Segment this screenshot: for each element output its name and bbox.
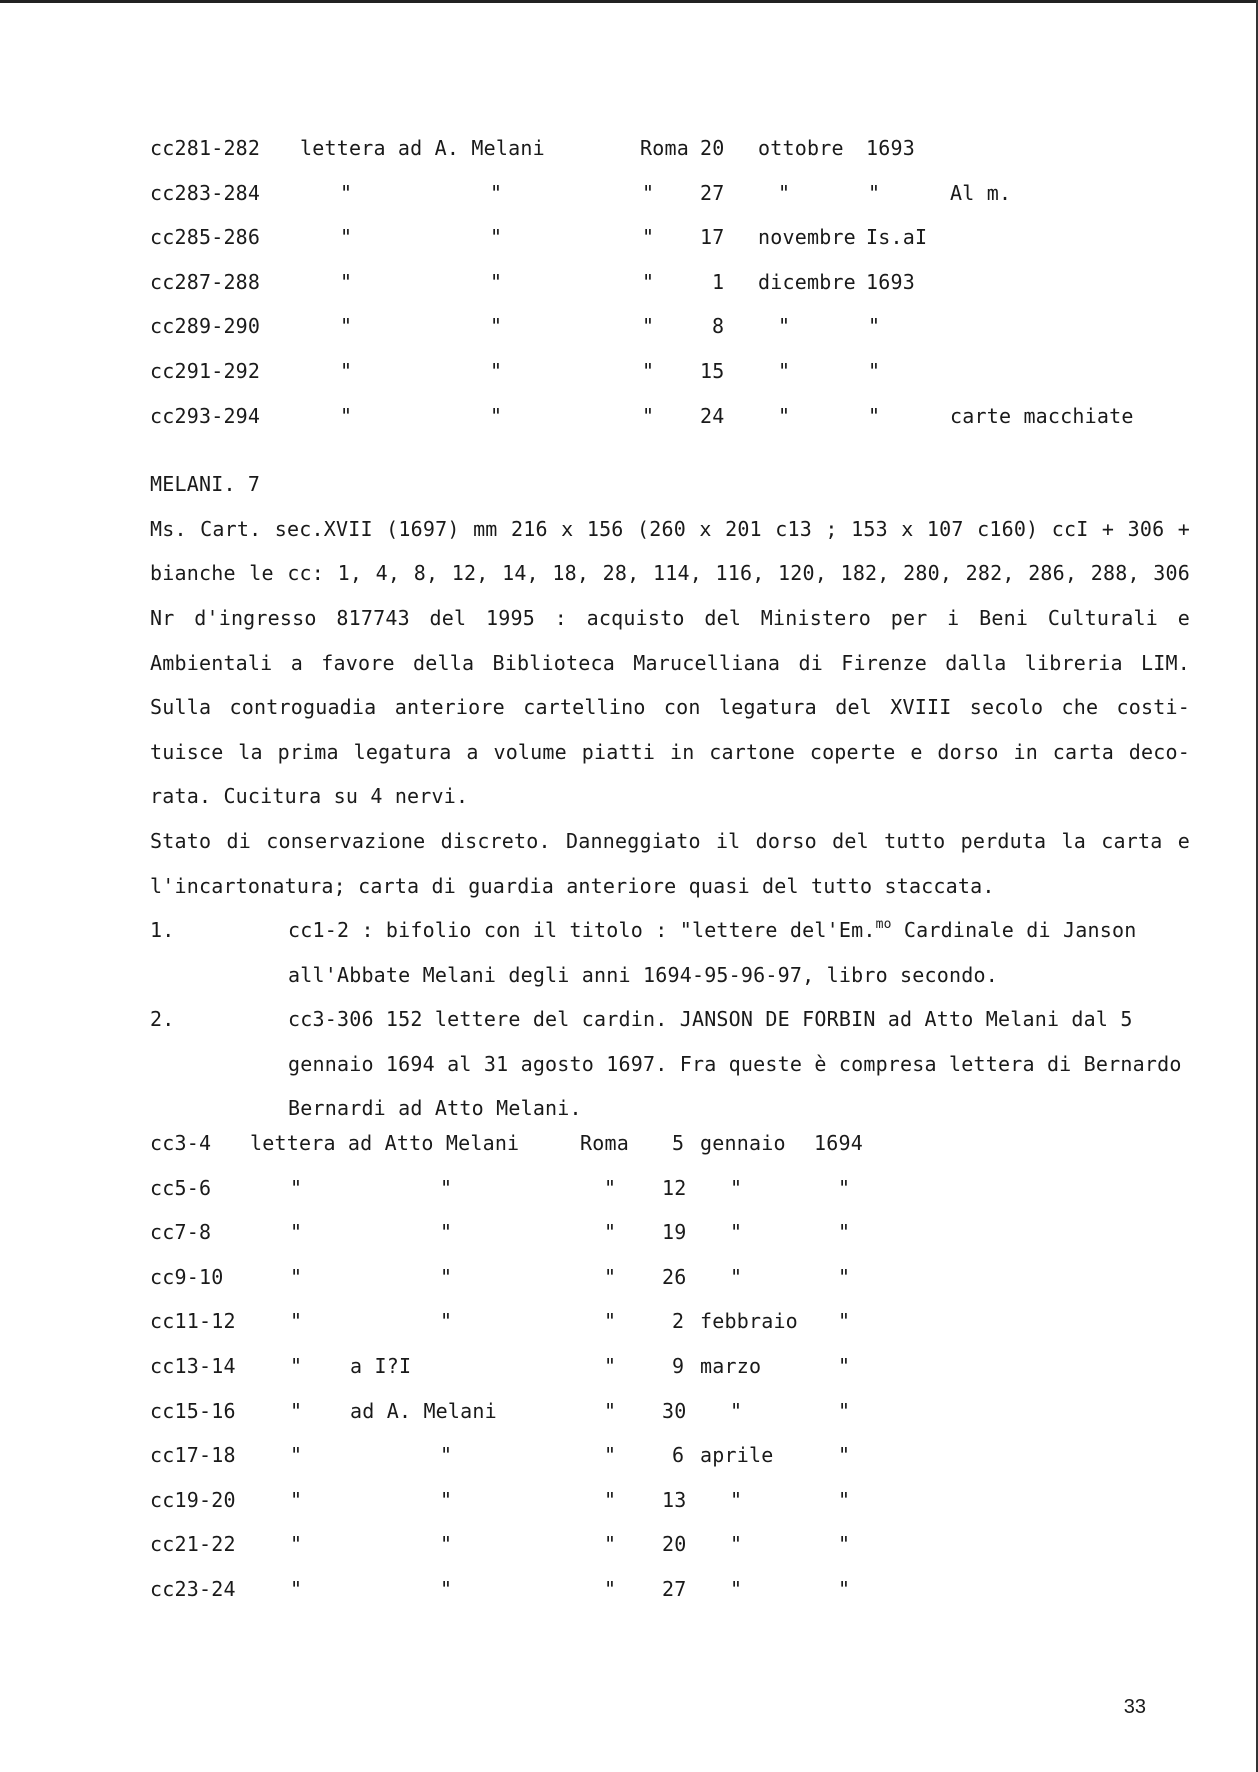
cell-month: gennaio bbox=[700, 1131, 786, 1156]
table-row bbox=[150, 1399, 1190, 1444]
cell-desc2: " bbox=[490, 225, 503, 250]
cell-month: " bbox=[778, 180, 791, 205]
cell-year: Is.aI bbox=[866, 225, 928, 250]
page-number: 33 bbox=[1123, 1696, 1146, 1718]
table-row bbox=[150, 1577, 1190, 1622]
cell-year: " bbox=[868, 180, 881, 205]
cell-day: 27 bbox=[700, 180, 725, 205]
cell-cc: cc5-6 bbox=[150, 1175, 212, 1200]
cell-month: aprile bbox=[700, 1443, 774, 1468]
cell-year: " bbox=[838, 1532, 851, 1557]
cell-b: " bbox=[440, 1577, 453, 1601]
cell-year: 1693 bbox=[866, 269, 915, 294]
table-row bbox=[150, 404, 1190, 449]
table-row bbox=[150, 1220, 1190, 1265]
cell-note: carte macchiate bbox=[950, 403, 1134, 428]
cell-month: novembre bbox=[758, 225, 856, 250]
cell-day: 20 bbox=[700, 136, 725, 160]
cell-day: 19 bbox=[662, 1220, 687, 1245]
cell-day: 8 bbox=[712, 314, 725, 339]
cell-month: " bbox=[778, 314, 791, 339]
cell-cc: cc287-288 bbox=[150, 269, 261, 294]
cell-a: " bbox=[290, 1532, 303, 1557]
cell-b: " bbox=[440, 1443, 453, 1468]
table-row bbox=[150, 1176, 1190, 1221]
cell-cc: cc293-294 bbox=[150, 403, 261, 428]
section-heading: MELANI. 7 bbox=[150, 472, 261, 497]
cell-desc: " bbox=[340, 314, 353, 339]
cell-day: 24 bbox=[700, 403, 725, 428]
table-row bbox=[150, 270, 1190, 315]
cell-a: " bbox=[290, 1264, 303, 1289]
cell-place: " bbox=[642, 403, 655, 428]
cell-desc2: " bbox=[490, 403, 503, 428]
scan-border-top bbox=[0, 0, 1258, 3]
cell-desc2: " bbox=[490, 269, 503, 294]
table-row bbox=[150, 181, 1190, 226]
cell-a: " bbox=[290, 1175, 303, 1200]
manuscript-description: Ms. Cart. sec.XVII (1697) mm 216 x 156 (260 x 201 c13 ; 153 x 107 c160) ccI + 306 + bianche le cc: 1, 4, 8, 12, 14, 18, 28, 114, 116, 120, 182, 280, 282, 286, 288, 306 Nr d'ingresso 817743 del 1995 : acquisto del Ministero per i Beni Culturali e Ambientali a favore della Biblioteca Marucelliana di Firenze dalla libreria LIM. Sulla controguadia anteriore cartellino con legatura del XVIII secolo che costi-tuisce la prima legatura a volume piatti in cartone coperte e dorso in carta deco-rata. Cucitura su 4 nervi. bbox=[150, 516, 1190, 809]
letters-table-1693 bbox=[150, 136, 1190, 448]
cell-day: 26 bbox=[662, 1264, 687, 1289]
cell-desc2: " bbox=[490, 314, 503, 339]
cell-desc: " bbox=[340, 269, 353, 294]
cell-place: " bbox=[642, 180, 655, 205]
cell-b: " bbox=[440, 1532, 453, 1557]
table-row bbox=[150, 1131, 1190, 1176]
cell-a: " bbox=[290, 1577, 303, 1601]
content-item-2 bbox=[150, 997, 1190, 1131]
cell-place: " bbox=[604, 1487, 617, 1512]
cell-note: Al m. bbox=[950, 180, 1012, 205]
cell-a: lettera ad Atto Melani bbox=[250, 1131, 520, 1156]
cell-a: " bbox=[290, 1398, 303, 1423]
cell-year: " bbox=[838, 1354, 851, 1379]
table-row bbox=[150, 225, 1190, 270]
cell-place: Roma bbox=[640, 136, 689, 160]
cell-cc: cc17-18 bbox=[150, 1443, 236, 1468]
cell-desc2: " bbox=[490, 180, 503, 205]
cell-desc: lettera ad A. Melani bbox=[300, 136, 545, 160]
cell-place: " bbox=[642, 314, 655, 339]
content-item-1 bbox=[150, 908, 1190, 997]
cell-cc: cc9-10 bbox=[150, 1264, 224, 1289]
cell-place: " bbox=[642, 358, 655, 383]
cell-year: " bbox=[838, 1175, 851, 1200]
cell-place: " bbox=[604, 1577, 617, 1601]
item-number: 2. bbox=[150, 1007, 175, 1032]
letters-table-1694 bbox=[150, 1131, 1190, 1622]
cell-b: a I?I bbox=[350, 1354, 412, 1379]
cell-cc: cc23-24 bbox=[150, 1577, 236, 1601]
table-row bbox=[150, 1309, 1190, 1354]
cell-cc: cc289-290 bbox=[150, 314, 261, 339]
cell-month: febbraio bbox=[700, 1309, 798, 1334]
cell-place: " bbox=[604, 1309, 617, 1334]
cell-day: 12 bbox=[662, 1175, 687, 1200]
cell-month: " bbox=[730, 1532, 743, 1557]
cell-place: " bbox=[604, 1220, 617, 1245]
cell-day: 15 bbox=[700, 358, 725, 383]
table-row bbox=[150, 1488, 1190, 1533]
cell-cc: cc291-292 bbox=[150, 358, 261, 383]
cell-cc: cc283-284 bbox=[150, 180, 261, 205]
cell-place: " bbox=[604, 1398, 617, 1423]
cell-month: ottobre bbox=[758, 136, 844, 160]
cell-year: 1694 bbox=[814, 1131, 863, 1156]
cell-cc: cc15-16 bbox=[150, 1398, 236, 1423]
cell-day: 30 bbox=[662, 1398, 687, 1423]
table-row bbox=[150, 314, 1190, 359]
cell-cc: cc281-282 bbox=[150, 136, 261, 160]
cell-cc: cc11-12 bbox=[150, 1309, 236, 1334]
table-row bbox=[150, 359, 1190, 404]
cell-year: " bbox=[838, 1220, 851, 1245]
cell-year: 1693 bbox=[866, 136, 915, 160]
cell-desc: " bbox=[340, 358, 353, 383]
cell-month: dicembre bbox=[758, 269, 856, 294]
cell-a: " bbox=[290, 1309, 303, 1334]
item-text: cc3-306 152 lettere del cardin. JANSON DE FORBIN ad Atto Melani dal 5 gennaio 1694 al 31 agosto 1697. Fra queste è compresa lettera di Bernardo Bernardi ad Atto Melani. bbox=[288, 1007, 1182, 1121]
cell-cc: cc285-286 bbox=[150, 225, 261, 250]
cell-place: Roma bbox=[580, 1131, 629, 1156]
cell-desc2: " bbox=[490, 358, 503, 383]
cell-day: 5 bbox=[672, 1131, 685, 1156]
cell-month: " bbox=[730, 1398, 743, 1423]
cell-year: " bbox=[838, 1577, 851, 1601]
cell-cc: cc19-20 bbox=[150, 1487, 236, 1512]
cell-b: " bbox=[440, 1487, 453, 1512]
cell-year: " bbox=[838, 1309, 851, 1334]
cell-place: " bbox=[642, 269, 655, 294]
cell-day: 6 bbox=[672, 1443, 685, 1468]
cell-desc: " bbox=[340, 403, 353, 428]
cell-place: " bbox=[604, 1354, 617, 1379]
table-row bbox=[150, 1532, 1190, 1577]
table-row bbox=[150, 1354, 1190, 1399]
cell-place: " bbox=[604, 1175, 617, 1200]
cell-place: " bbox=[604, 1264, 617, 1289]
cell-b: ad A. Melani bbox=[350, 1398, 497, 1423]
item-text: cc1-2 : bifolio con il titolo : "lettere del'Em.$^{mo}$ Cardinale di Janson all'Abbate Melani degli anni 1694-95-96-97, libro secondo. bbox=[288, 917, 1137, 987]
cell-cc: cc21-22 bbox=[150, 1532, 236, 1557]
cell-month: " bbox=[778, 403, 791, 428]
cell-month: marzo bbox=[700, 1354, 762, 1379]
cell-b: " bbox=[440, 1309, 453, 1334]
cell-month: " bbox=[778, 358, 791, 383]
cell-cc: cc7-8 bbox=[150, 1220, 212, 1245]
cell-month: " bbox=[730, 1577, 743, 1601]
cell-a: " bbox=[290, 1220, 303, 1245]
cell-desc: " bbox=[340, 180, 353, 205]
cell-b: " bbox=[440, 1264, 453, 1289]
table-row bbox=[150, 1265, 1190, 1310]
cell-cc: cc3-4 bbox=[150, 1131, 212, 1156]
cell-year: " bbox=[868, 358, 881, 383]
cell-year: " bbox=[838, 1487, 851, 1512]
cell-year: " bbox=[838, 1398, 851, 1423]
cell-place: " bbox=[604, 1443, 617, 1468]
cell-b: " bbox=[440, 1175, 453, 1200]
cell-a: " bbox=[290, 1443, 303, 1468]
cell-cc: cc13-14 bbox=[150, 1354, 236, 1379]
cell-desc: " bbox=[340, 225, 353, 250]
cell-day: 27 bbox=[662, 1577, 687, 1601]
cell-place: " bbox=[604, 1532, 617, 1557]
cell-year: " bbox=[868, 314, 881, 339]
item-number: 1. bbox=[150, 918, 175, 943]
cell-a: " bbox=[290, 1487, 303, 1512]
cell-month: " bbox=[730, 1220, 743, 1245]
cell-day: 1 bbox=[712, 269, 725, 294]
table-row bbox=[150, 136, 1190, 181]
cell-year: " bbox=[868, 403, 881, 428]
cell-a: " bbox=[290, 1354, 303, 1379]
conservation-state: Stato di conservazione discreto. Danneggiato il dorso del tutto perduta la carta e l'incartonatura; carta di guardia anteriore quasi del tutto staccata. bbox=[150, 828, 1190, 898]
cell-year: " bbox=[838, 1264, 851, 1289]
cell-day: 17 bbox=[700, 225, 725, 250]
table-row bbox=[150, 1443, 1190, 1488]
cell-month: " bbox=[730, 1487, 743, 1512]
cell-day: 2 bbox=[672, 1309, 685, 1334]
cell-year: " bbox=[838, 1443, 851, 1468]
cell-day: 20 bbox=[662, 1532, 687, 1557]
cell-month: " bbox=[730, 1175, 743, 1200]
cell-month: " bbox=[730, 1264, 743, 1289]
cell-day: 13 bbox=[662, 1487, 687, 1512]
document-page bbox=[150, 136, 1190, 1622]
cell-b: " bbox=[440, 1220, 453, 1245]
cell-place: " bbox=[642, 225, 655, 250]
cell-day: 9 bbox=[672, 1354, 685, 1379]
